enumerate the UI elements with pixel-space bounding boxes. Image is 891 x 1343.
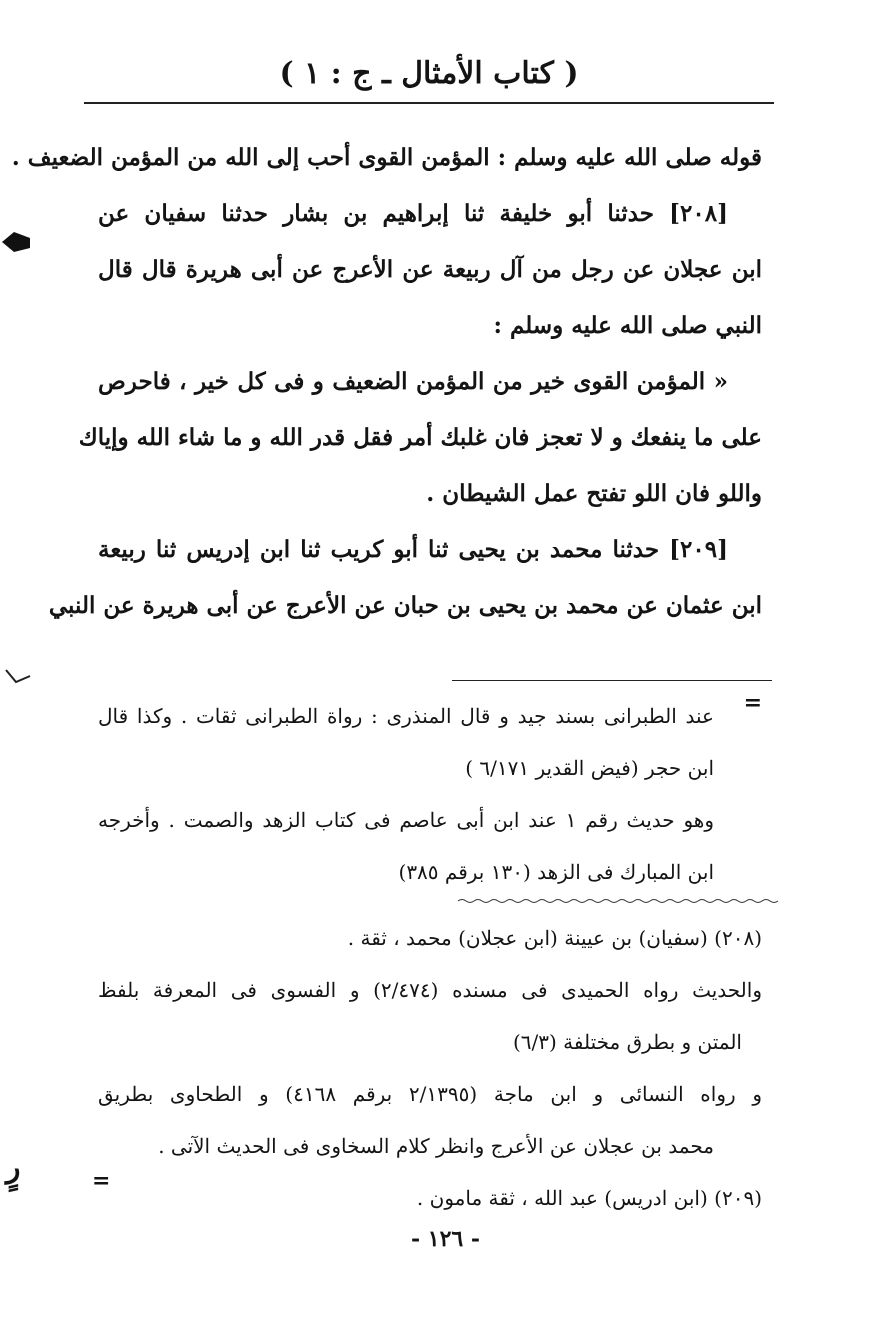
text-line: واللو فان اللو تفتح عمل الشيطان . — [426, 480, 762, 507]
footnotes-upper — [98, 690, 762, 898]
running-header: ( كتاب الأمثال ـ ج : ١ ) — [279, 56, 579, 91]
text-line: النبي صلى الله عليه وسلم : — [493, 312, 762, 339]
footnote-line: (٢٠٩) (ابن ادريس) عبد الله ، ثقة مامون . — [416, 1186, 762, 1210]
margin-handwritten-note: رٍ — [6, 1150, 21, 1185]
text-line: « المؤمن القوى خير من المؤمن الضعيف و فى كل خير ، فاحرص — [98, 368, 728, 395]
wavy-separator — [458, 898, 782, 904]
text-line: ابن عجلان عن رجل من آل ربيعة عن الأعرج عن أبى هريرة قال قال — [98, 256, 762, 283]
footnote-line: ابن حجر (فيض القدير ٦/١٧١ ) — [465, 756, 714, 780]
text-line: قوله صلى الله عليه وسلم : المؤمن القوى أحب إلى الله من المؤمن الضعيف . — [11, 144, 762, 171]
page-number: - ١٢٦ - — [410, 1226, 481, 1252]
margin-pointer-mark — [0, 228, 32, 256]
continuation-mark: = — [92, 1168, 111, 1194]
footnotes-lower — [98, 912, 762, 1224]
text-line: ابن عثمان عن محمد بن يحيى بن حبان عن الأعرج عن أبى هريرة عن النبي — [48, 592, 762, 619]
main-text-block — [11, 130, 762, 634]
footnote-line: وهو حديث رقم ١ عند ابن أبى عاصم فى كتاب الزهد والصمت . وأخرجه — [98, 808, 714, 832]
footnote-line: و رواه النسائى و ابن ماجة (٢/١٣٩٥ برقم ٤١٦٨) و الطحاوى بطريق — [98, 1082, 762, 1106]
footnote-line: والحديث رواه الحميدى فى مسنده (٢/٤٧٤) و الفسوى فى المعرفة بلفظ — [98, 978, 762, 1002]
text-line: [٢٠٩] حدثنا محمد بن يحيى ثنا أبو كريب ثنا ابن إدريس ثنا ربيعة — [98, 536, 728, 563]
continuation-mark: = — [743, 690, 762, 716]
footnote-line: (٢٠٨) (سفيان) بن عيينة (ابن عجلان) محمد ، ثقة . — [347, 926, 762, 950]
header-rule — [84, 102, 774, 104]
margin-tick-mark — [2, 664, 34, 692]
footnote-rule — [452, 680, 772, 681]
footnote-line: محمد بن عجلان عن الأعرج وانظر كلام السخاوى فى الحديث الآتى . — [158, 1134, 714, 1158]
text-line: على ما ينفعك و لا تعجز فان غلبك أمر فقل قدر الله و ما شاء الله وإياك — [78, 424, 762, 451]
text-line: [٢٠٨] حدثنا أبو خليفة ثنا إبراهيم بن بشار حدثنا سفيان عن — [98, 200, 728, 227]
footnote-line: المتن و بطرق مختلفة (٦/٣) — [512, 1030, 742, 1054]
footnote-line: ابن المبارك فى الزهد (١٣٠ برقم ٣٨٥) — [398, 860, 714, 884]
footnote-line: عند الطبرانى بسند جيد و قال المنذرى : رواة الطبرانى ثقات . وكذا قال — [98, 704, 714, 728]
